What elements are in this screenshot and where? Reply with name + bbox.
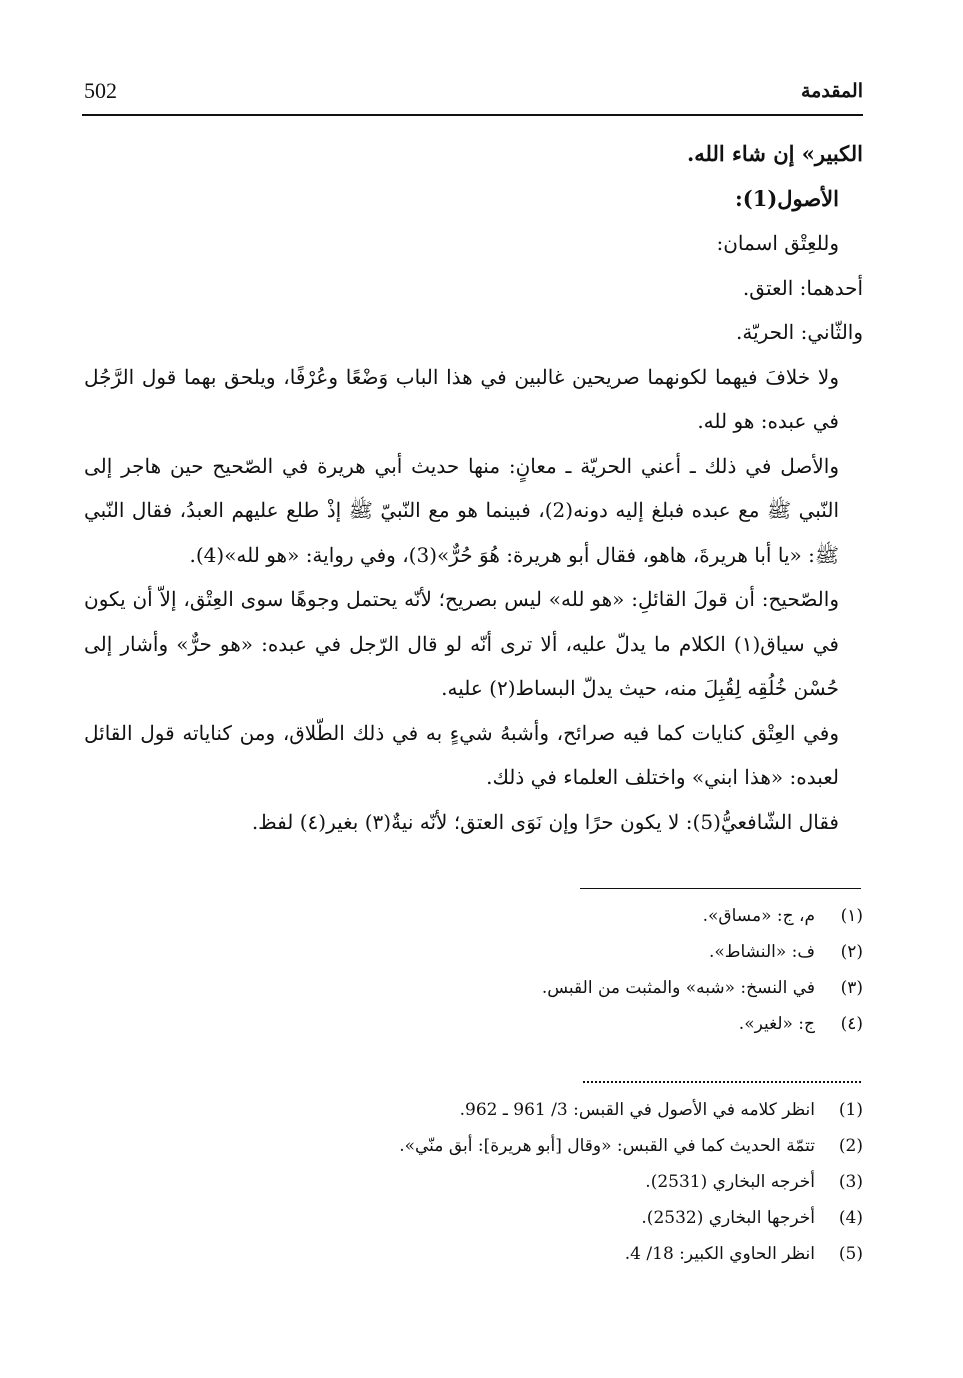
page-header <box>82 78 863 114</box>
footnote <box>300 1092 863 1128</box>
line: والثّاني: الحريّة. <box>735 320 863 344</box>
paragraph: والأصل في ذلك ـ أعني الحريّة ـ معانٍ: منها حديث أبي هريرة في الصّحيح حين هاجر إلى النّبي ﷺ مع عبده فبلغ إليه دونه(2)، فبينما هو مع النّبيّ ﷺ إذْ طلع عليهم العبدُ، فقال النّبي ﷺ: «يا أبا هريرةَ، هاهو، فقال أبو هريرة: هُوَ حُرٌّ»(3)، وفي رواية: «هو لله»(4). <box>84 453 839 567</box>
header-rule <box>82 114 863 116</box>
footnote <box>300 1006 863 1042</box>
footnote-number: (١) <box>840 906 863 926</box>
line: وللعِتْق اسمان: <box>716 231 839 255</box>
footnote-number: (5) <box>838 1243 863 1264</box>
footnote-rule <box>580 888 861 889</box>
line: أحدهما: العتق. <box>742 275 863 300</box>
footnote <box>300 1164 863 1200</box>
paragraph: وفي العِتْق كنايات كما فيه صرائح، وأشبهُ شيءٍ به في ذلك الطّلاق، ومن كناياته قول القائل لعبده: «هذا ابني» واختلف العلماء في ذلك. <box>84 720 839 789</box>
footnote-text: تتمّة الحديث كما في القبس: «وقال [أبو هريرة]: أبق منّي». <box>399 1135 815 1156</box>
footnote-text: أخرجه البخاري (2531). <box>645 1171 815 1192</box>
footnote-number: (1) <box>838 1099 863 1120</box>
footnote-dotted-rule <box>583 1081 861 1083</box>
running-title: المقدمة <box>800 80 863 102</box>
footnote-number: (4) <box>838 1207 863 1228</box>
footnote <box>300 970 863 1006</box>
footnote-text: انظر الحاوي الكبير: 18/ 4. <box>624 1243 815 1264</box>
paragraph: فقال الشّافعيُّ(5): لا يكون حرًا وإن نَوَى العتق؛ لأنّه نيةٌ(٣) بغير(٤) لفظ. <box>251 809 839 834</box>
footnote <box>300 898 863 934</box>
footnote <box>300 1128 863 1164</box>
footnote <box>300 1200 863 1236</box>
footnote-number: (2) <box>838 1135 863 1156</box>
footnote-text: انظر كلامه في الأصول في القبس: 3/ 961 ـ 962. <box>459 1099 815 1120</box>
footnote <box>300 934 863 970</box>
line-continuation: الكبير» إن شاء الله. <box>686 141 863 166</box>
footnotes-references <box>300 1092 863 1272</box>
footnotes-editor <box>300 898 863 1042</box>
paragraph: ولا خلافَ فيهما لكونهما صريحين غالبين في هذا الباب وَضْعًا وعُرْفًا، ويلحق بهما قول الرَّجُل في عبده: هو لله. <box>84 364 839 433</box>
footnote-number: (٢) <box>840 942 863 962</box>
footnote-number: (٣) <box>840 978 863 998</box>
paragraph: والصّحيح: أن قولَ القائلِ: «هو لله» ليس بصريح؛ لأنّه يحتمل وجوهًا سوى العِتْق، إلاّ أن يكون في سياق(١) الكلام ما يدلّ عليه، ألا ترى أنّه لو قال الرّجل في عبده: «هو حرٌّ» وأشار إلى حُسْن خُلُقِه لِقُبِلَ منه، حيث يدلّ البساط(٢) عليه. <box>84 587 839 700</box>
footnote <box>300 1236 863 1272</box>
main-text <box>84 132 863 844</box>
footnote-text: في النسخ: «شبه» والمثبت من القبس. <box>541 978 815 998</box>
footnote-text: م، ج: «مساق». <box>702 906 815 926</box>
footnote-text: أخرجها البخاري (2532). <box>641 1207 815 1228</box>
page-number: 502 <box>84 78 117 103</box>
section-heading: الأصول(1): <box>734 185 839 211</box>
footnote-number: (٤) <box>840 1014 863 1034</box>
footnote-text: ج: «لغير». <box>738 1014 815 1034</box>
footnote-number: (3) <box>838 1171 863 1192</box>
footnote-text: ف: «النشاط». <box>708 942 815 962</box>
